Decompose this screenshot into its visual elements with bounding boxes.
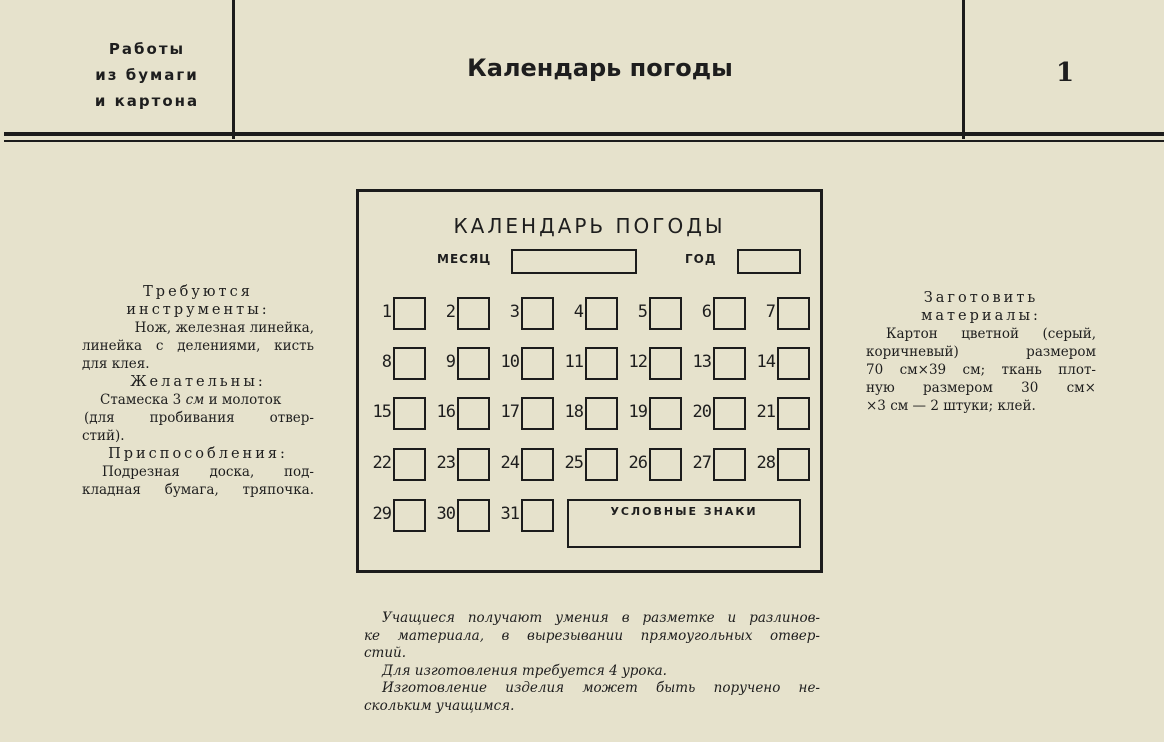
fixtures-heading: Приспособления: (108, 446, 288, 462)
page-number: 1 (1055, 58, 1075, 88)
desirable-text: стий). (82, 428, 125, 444)
day-square (649, 297, 682, 330)
materials-text: коричневый) размером (866, 344, 1096, 360)
day-square (393, 448, 426, 481)
desirable-text (82, 391, 314, 409)
day-square (777, 297, 810, 330)
day-square (713, 397, 746, 430)
desirable-text: (для пробивания отвер- (84, 410, 314, 426)
tools-text: линейка с делениями, кисть (82, 338, 314, 354)
board-title: КАЛЕНДАРЬ ПОГОДЫ (453, 214, 726, 238)
month-label: МЕСЯЦ (437, 252, 492, 266)
materials-text: ную размером 30 см× (866, 380, 1096, 396)
day-square (649, 448, 682, 481)
day-square (713, 347, 746, 380)
desirable-heading: Желательны: (130, 374, 266, 390)
day-number: 9 (445, 352, 455, 372)
day-number: 6 (701, 302, 711, 322)
day-square (713, 448, 746, 481)
day-square (585, 297, 618, 330)
day-number: 31 (500, 504, 519, 524)
day-number: 20 (692, 402, 711, 422)
day-square (457, 297, 490, 330)
day-number: 17 (500, 402, 519, 422)
day-number: 16 (436, 402, 455, 422)
lesson-note (364, 610, 820, 715)
materials-text: ×3 см — 2 штуки; клей. (866, 398, 1036, 414)
day-number: 22 (372, 453, 391, 473)
day-number: 11 (564, 352, 583, 372)
day-square (649, 347, 682, 380)
legend-box (567, 499, 801, 548)
header-divider-left (232, 0, 235, 139)
category-line: Работы (108, 40, 186, 58)
day-number: 30 (436, 504, 455, 524)
fixtures-text: Подрезная доска, под- (102, 464, 314, 480)
materials-heading: Заготовить (923, 290, 1039, 306)
day-number: 24 (500, 453, 519, 473)
day-number: 12 (628, 352, 647, 372)
desirable-unit: см (185, 392, 205, 408)
tools-text: для клея. (82, 356, 150, 372)
day-number: 29 (372, 504, 391, 524)
day-number: 3 (509, 302, 519, 322)
desirable-text-part: Стамеска 3 (100, 392, 186, 408)
tools-heading: инструменты: (126, 302, 270, 318)
month-field (511, 249, 637, 274)
day-number: 13 (692, 352, 711, 372)
day-square (585, 347, 618, 380)
day-square (457, 499, 490, 532)
category-line: и картона (94, 92, 200, 110)
day-number: 23 (436, 453, 455, 473)
day-number: 2 (445, 302, 455, 322)
materials-section (866, 289, 1096, 415)
category-line: из бумаги (95, 66, 199, 84)
materials-heading: материалы: (921, 308, 1041, 324)
day-number: 27 (692, 453, 711, 473)
day-square (393, 499, 426, 532)
day-number: 4 (573, 302, 583, 322)
day-square (713, 297, 746, 330)
note-line: Изготовление изделия может быть поручено не- (382, 680, 820, 696)
tools-section (82, 283, 314, 499)
day-square (393, 297, 426, 330)
day-square (521, 499, 554, 532)
day-number: 26 (628, 453, 647, 473)
day-number: 8 (381, 352, 391, 372)
day-square (521, 347, 554, 380)
note-line: Для изготовления требуется 4 урока. (382, 662, 667, 679)
year-label: ГОД (685, 252, 717, 266)
day-number: 7 (765, 302, 775, 322)
year-field (737, 249, 801, 274)
page-title: Календарь погоды (467, 54, 733, 82)
desirable-text-part: и молоток (204, 392, 282, 408)
day-number: 25 (564, 453, 583, 473)
day-number: 1 (381, 302, 391, 322)
day-square (457, 448, 490, 481)
day-square (393, 397, 426, 430)
day-number: 10 (500, 352, 519, 372)
calendar-board (356, 189, 823, 573)
day-number: 19 (628, 402, 647, 422)
header-rule-thick (4, 132, 1164, 136)
day-number: 14 (756, 352, 775, 372)
day-number: 18 (564, 402, 583, 422)
day-square (649, 397, 682, 430)
day-square (777, 448, 810, 481)
day-number: 5 (637, 302, 647, 322)
day-square (521, 397, 554, 430)
day-square (777, 347, 810, 380)
day-square (457, 397, 490, 430)
day-square (585, 448, 618, 481)
tools-text: Нож, железная линейка, (134, 320, 314, 336)
day-square (521, 448, 554, 481)
day-square (777, 397, 810, 430)
day-number: 21 (756, 402, 775, 422)
day-square (393, 347, 426, 380)
note-line: стий. (364, 645, 407, 661)
note-line: Учащиеся получают умения в разметке и разлинов- (382, 610, 820, 626)
legend-label: УСЛОВНЫЕ ЗНАКИ (610, 505, 758, 518)
header-rule-thin (4, 140, 1164, 142)
tools-heading: Требуются (143, 284, 253, 300)
note-line: скольким учащимся. (364, 697, 515, 714)
day-number: 28 (756, 453, 775, 473)
fixtures-text: кладная бумага, тряпочка. (82, 482, 314, 498)
day-square (585, 397, 618, 430)
day-number: 15 (372, 402, 391, 422)
materials-text: 70 см×39 см; ткань плот- (866, 362, 1096, 378)
day-square (521, 297, 554, 330)
day-square (457, 347, 490, 380)
category-label (62, 36, 232, 114)
materials-text: Картон цветной (серый, (886, 326, 1096, 342)
note-line: ке материала, в вырезывании прямоугольных отвер- (364, 627, 820, 644)
